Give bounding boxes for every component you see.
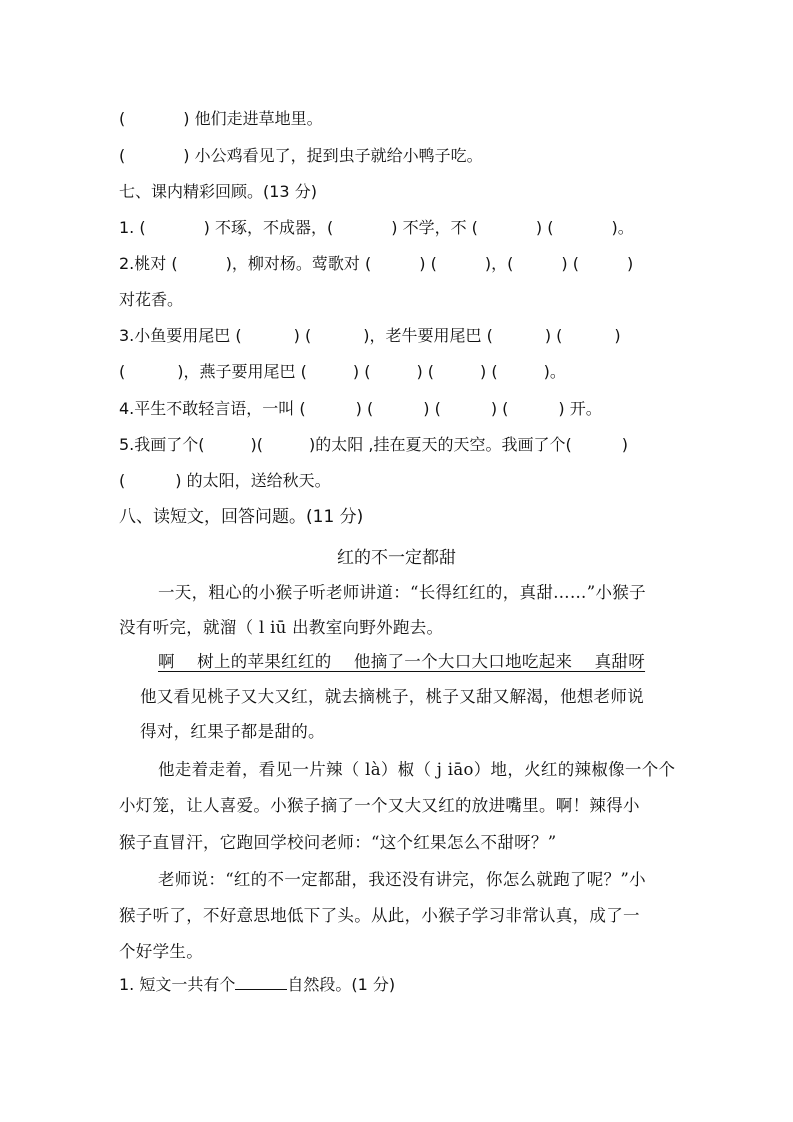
paragraph-1-line-1: 一天，粗心的小猴子听老师讲道：“长得红红的，真甜……”小猴子 (158, 583, 646, 602)
answer-blank[interactable]: ( ) (119, 471, 182, 490)
paragraph-4-line-1: 老师说：“红的不一定都甜，我还没有讲完，你怎么就跑了呢？”小 (158, 870, 646, 889)
paragraph-4-line-2: 猴子听了，不好意思地低下了头。从此，小猴子学习非常认真，成了一 (119, 906, 640, 925)
paragraph-1-line-2: 没有听完，就溜（ l iū 出教室向野外跑去。 (119, 618, 444, 637)
answer-blank[interactable]: ( ) (491, 362, 550, 381)
question-7-5: 5.我画了个( )( )的太阳 ,挂在夏天的天空。我画了个( ) (119, 435, 628, 454)
question-7-3: 3.小鱼要用尾巴 ( ) ( )，老牛要用尾巴 ( ) ( ) (119, 326, 621, 345)
answer-blank[interactable]: ( ) (119, 362, 184, 381)
answer-blank[interactable]: ( ) (119, 146, 190, 165)
paragraph-2-line-3: 得对，红果子都是甜的。 (140, 722, 325, 741)
answer-blank[interactable]: ( ) (507, 254, 568, 273)
answer-blank[interactable]: ( ) (299, 399, 362, 418)
answer-blank[interactable]: ( ) (198, 435, 257, 454)
section-7-heading: 七、课内精彩回顾。(13 分) (119, 182, 317, 201)
answer-blank[interactable]: ( ) (427, 362, 487, 381)
answer-blank[interactable]: ( ) (572, 254, 634, 273)
paragraph-3-line-3: 猴子直冒汗，它跑回学校问老师：“这个红果怎么不甜呀？” (119, 833, 557, 852)
answer-blank[interactable]: ( ) (471, 218, 543, 237)
paragraph-3-line-2: 小灯笼，让人喜爱。小猴子摘了一个又大又红的放进嘴里。啊！辣得小 (119, 796, 640, 815)
question-7-1: 1. ( ) 不琢，不成器，( ) 不学，不 ( ) ( )。 (119, 218, 634, 237)
answer-blank[interactable]: ( ) (364, 254, 426, 273)
answer-blank[interactable]: ( ) (364, 362, 423, 381)
answer-blank[interactable]: ( ) (565, 435, 628, 454)
answer-blank[interactable]: ( ) (300, 362, 360, 381)
paragraph-4-line-3: 个好学生。 (119, 942, 203, 961)
question-7-2-cont: 对花香。 (119, 290, 184, 309)
answer-blank[interactable]: ( ) (326, 218, 398, 237)
answer-blank[interactable]: ( ) (139, 218, 210, 237)
answer-blank[interactable]: ( ) (256, 435, 316, 454)
item-text: 小公鸡看见了，捉到虫子就给小鸭子吃。 (194, 146, 483, 165)
answer-blank[interactable]: ( ) (430, 254, 492, 273)
ordering-item-1 (119, 108, 705, 130)
answer-blank[interactable]: ( ) (366, 399, 430, 418)
question-7-5-cont: ( ) 的太阳，送给秋天。 (119, 471, 331, 490)
answer-blank[interactable]: ( ) (171, 254, 232, 273)
section-8-heading: 八、读短文，回答问题。(11 分) (119, 507, 364, 527)
answer-blank[interactable]: ( ) (556, 326, 621, 345)
ordering-item-2 (119, 145, 705, 167)
paragraph-2-line-2: 他又看见桃子又大又红，就去摘桃子，桃子又甜又解渴，他想老师说 (140, 687, 644, 706)
item-text: 他们走进草地里。 (194, 109, 323, 128)
answer-blank[interactable]: ( ) (119, 109, 190, 128)
question-8-1: 1. 短文一共有个 自然段。(1 分) (119, 975, 396, 994)
answer-blank[interactable]: ( ) (304, 326, 370, 345)
answer-blank[interactable]: ( ) (486, 326, 552, 345)
answer-fill-line[interactable] (235, 975, 287, 990)
question-7-3-cont: ( )，燕子要用尾巴 ( ) ( ) ( ) ( )。 (119, 362, 566, 381)
answer-blank[interactable]: ( ) (434, 399, 498, 418)
answer-blank[interactable]: ( ) (547, 218, 618, 237)
answer-blank[interactable]: ( ) (235, 326, 300, 345)
answer-blank[interactable]: ( ) (502, 399, 565, 418)
story-title: 红的不一定都甜 (337, 548, 456, 568)
question-7-4: 4.平生不敢轻言语，一叫 ( ) ( ) ( ) ( ) 开。 (119, 399, 602, 418)
paragraph-2-line-1-underlined: 啊 树上的苹果红红的 他摘了一个大口大口地吃起来 真甜呀 (158, 652, 646, 671)
paragraph-3-line-1: 他走着走着，看见一片辣（ là）椒（ j iāo）地，火红的辣椒像一个个 (158, 760, 676, 779)
question-7-2: 2.桃对 ( )，柳对杨。莺歌对 ( ) ( )，( ) ( ) (119, 254, 634, 273)
